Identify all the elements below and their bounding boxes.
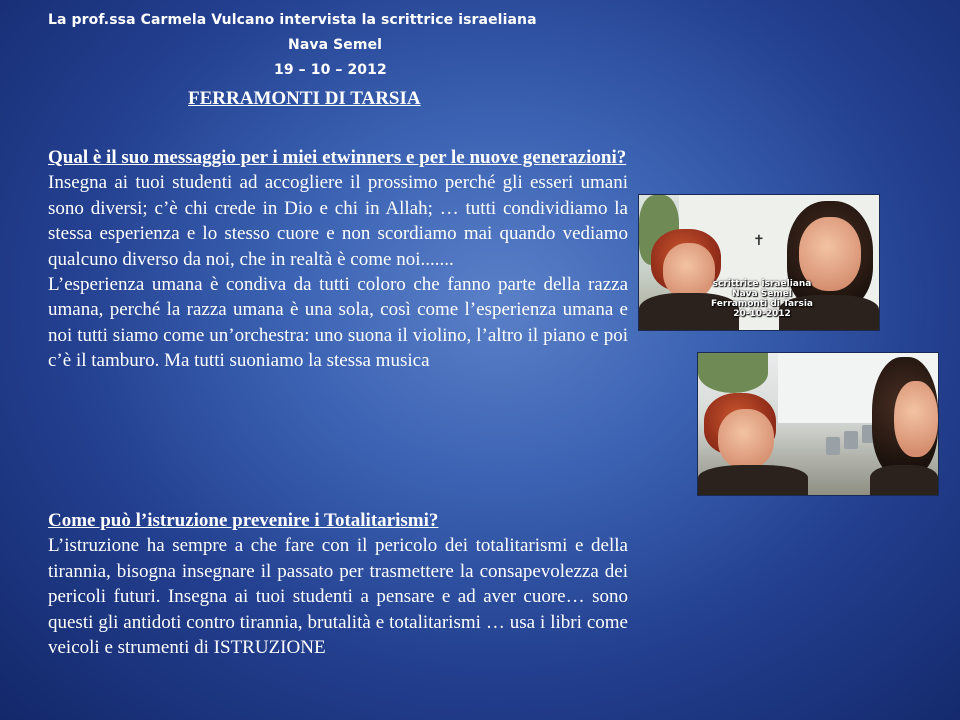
title-date: 19 – 10 – 2012: [274, 62, 387, 78]
caption-line-3: Ferramonti di Tarsia: [711, 299, 813, 309]
interview-photo-1: [638, 194, 880, 331]
question-1: Qual è il suo messaggio per i miei etwinners e per le nuove generazioni?: [48, 147, 627, 168]
chair-decoration: [826, 437, 840, 455]
writer-face: [894, 381, 938, 457]
interviewer-face: [718, 409, 774, 469]
answer-2-paragraph-1: L’istruzione ha sempre a che fare con il pericolo dei totalitarismi e della tirannia, bisogna insegnare il passato per trasmettere la consapevolezza dei pericoli futuri. Insegna ai tuoi studenti a pensare e ad aver cuore… sono questi gli antidoti contro tirannia, brutalità e totalitarismi … usa i libri come veicoli e strumenti di ISTRUZIONE: [48, 535, 628, 659]
cross-icon: ✝: [753, 233, 765, 249]
caption-line-4: 20-10-2012: [733, 309, 791, 319]
chair-decoration: [844, 431, 858, 449]
title-line-2: Nava Semel: [288, 37, 383, 53]
section-2: [48, 508, 628, 660]
photo-caption: [707, 279, 817, 319]
answer-1-paragraph-2: L’esperienza umana è condiva da tutti coloro che fanno parte della razza umana, perché la razza umana è una sola, così come l’esperienza umana e noi tutti siamo come un’orchestra: uno suona il violino, l’altro il piano e poi c’è il tamburo. Ma tutti suoniamo la stessa musica: [48, 274, 628, 372]
section-1: [48, 145, 628, 374]
writer-body: [870, 465, 938, 496]
title-location: FERRAMONTI DI TARSIA: [188, 88, 421, 109]
caption-line-2: Nava Semel: [732, 289, 792, 299]
question-2: Come può l’istruzione prevenire i Totalitarismi?: [48, 510, 439, 531]
interviewer-body: [698, 465, 808, 496]
answer-1-paragraph-1: Insegna ai tuoi studenti ad accogliere il prossimo perché gli esseri umani sono diversi; c’è chi crede in Dio e chi in Allah; … tutti condividiamo la stessa esperienza e lo stesso cuore e non scordiamo mai quando vediamo qualcuno diverso da noi, che in realtà è come noi.......: [48, 172, 628, 270]
title-line-1: La prof.ssa Carmela Vulcano intervista la scrittrice israeliana: [48, 12, 537, 28]
interview-photo-2: [697, 352, 939, 496]
tree-decoration: [698, 353, 768, 393]
caption-line-1: scrittrice israeliana: [712, 279, 812, 289]
